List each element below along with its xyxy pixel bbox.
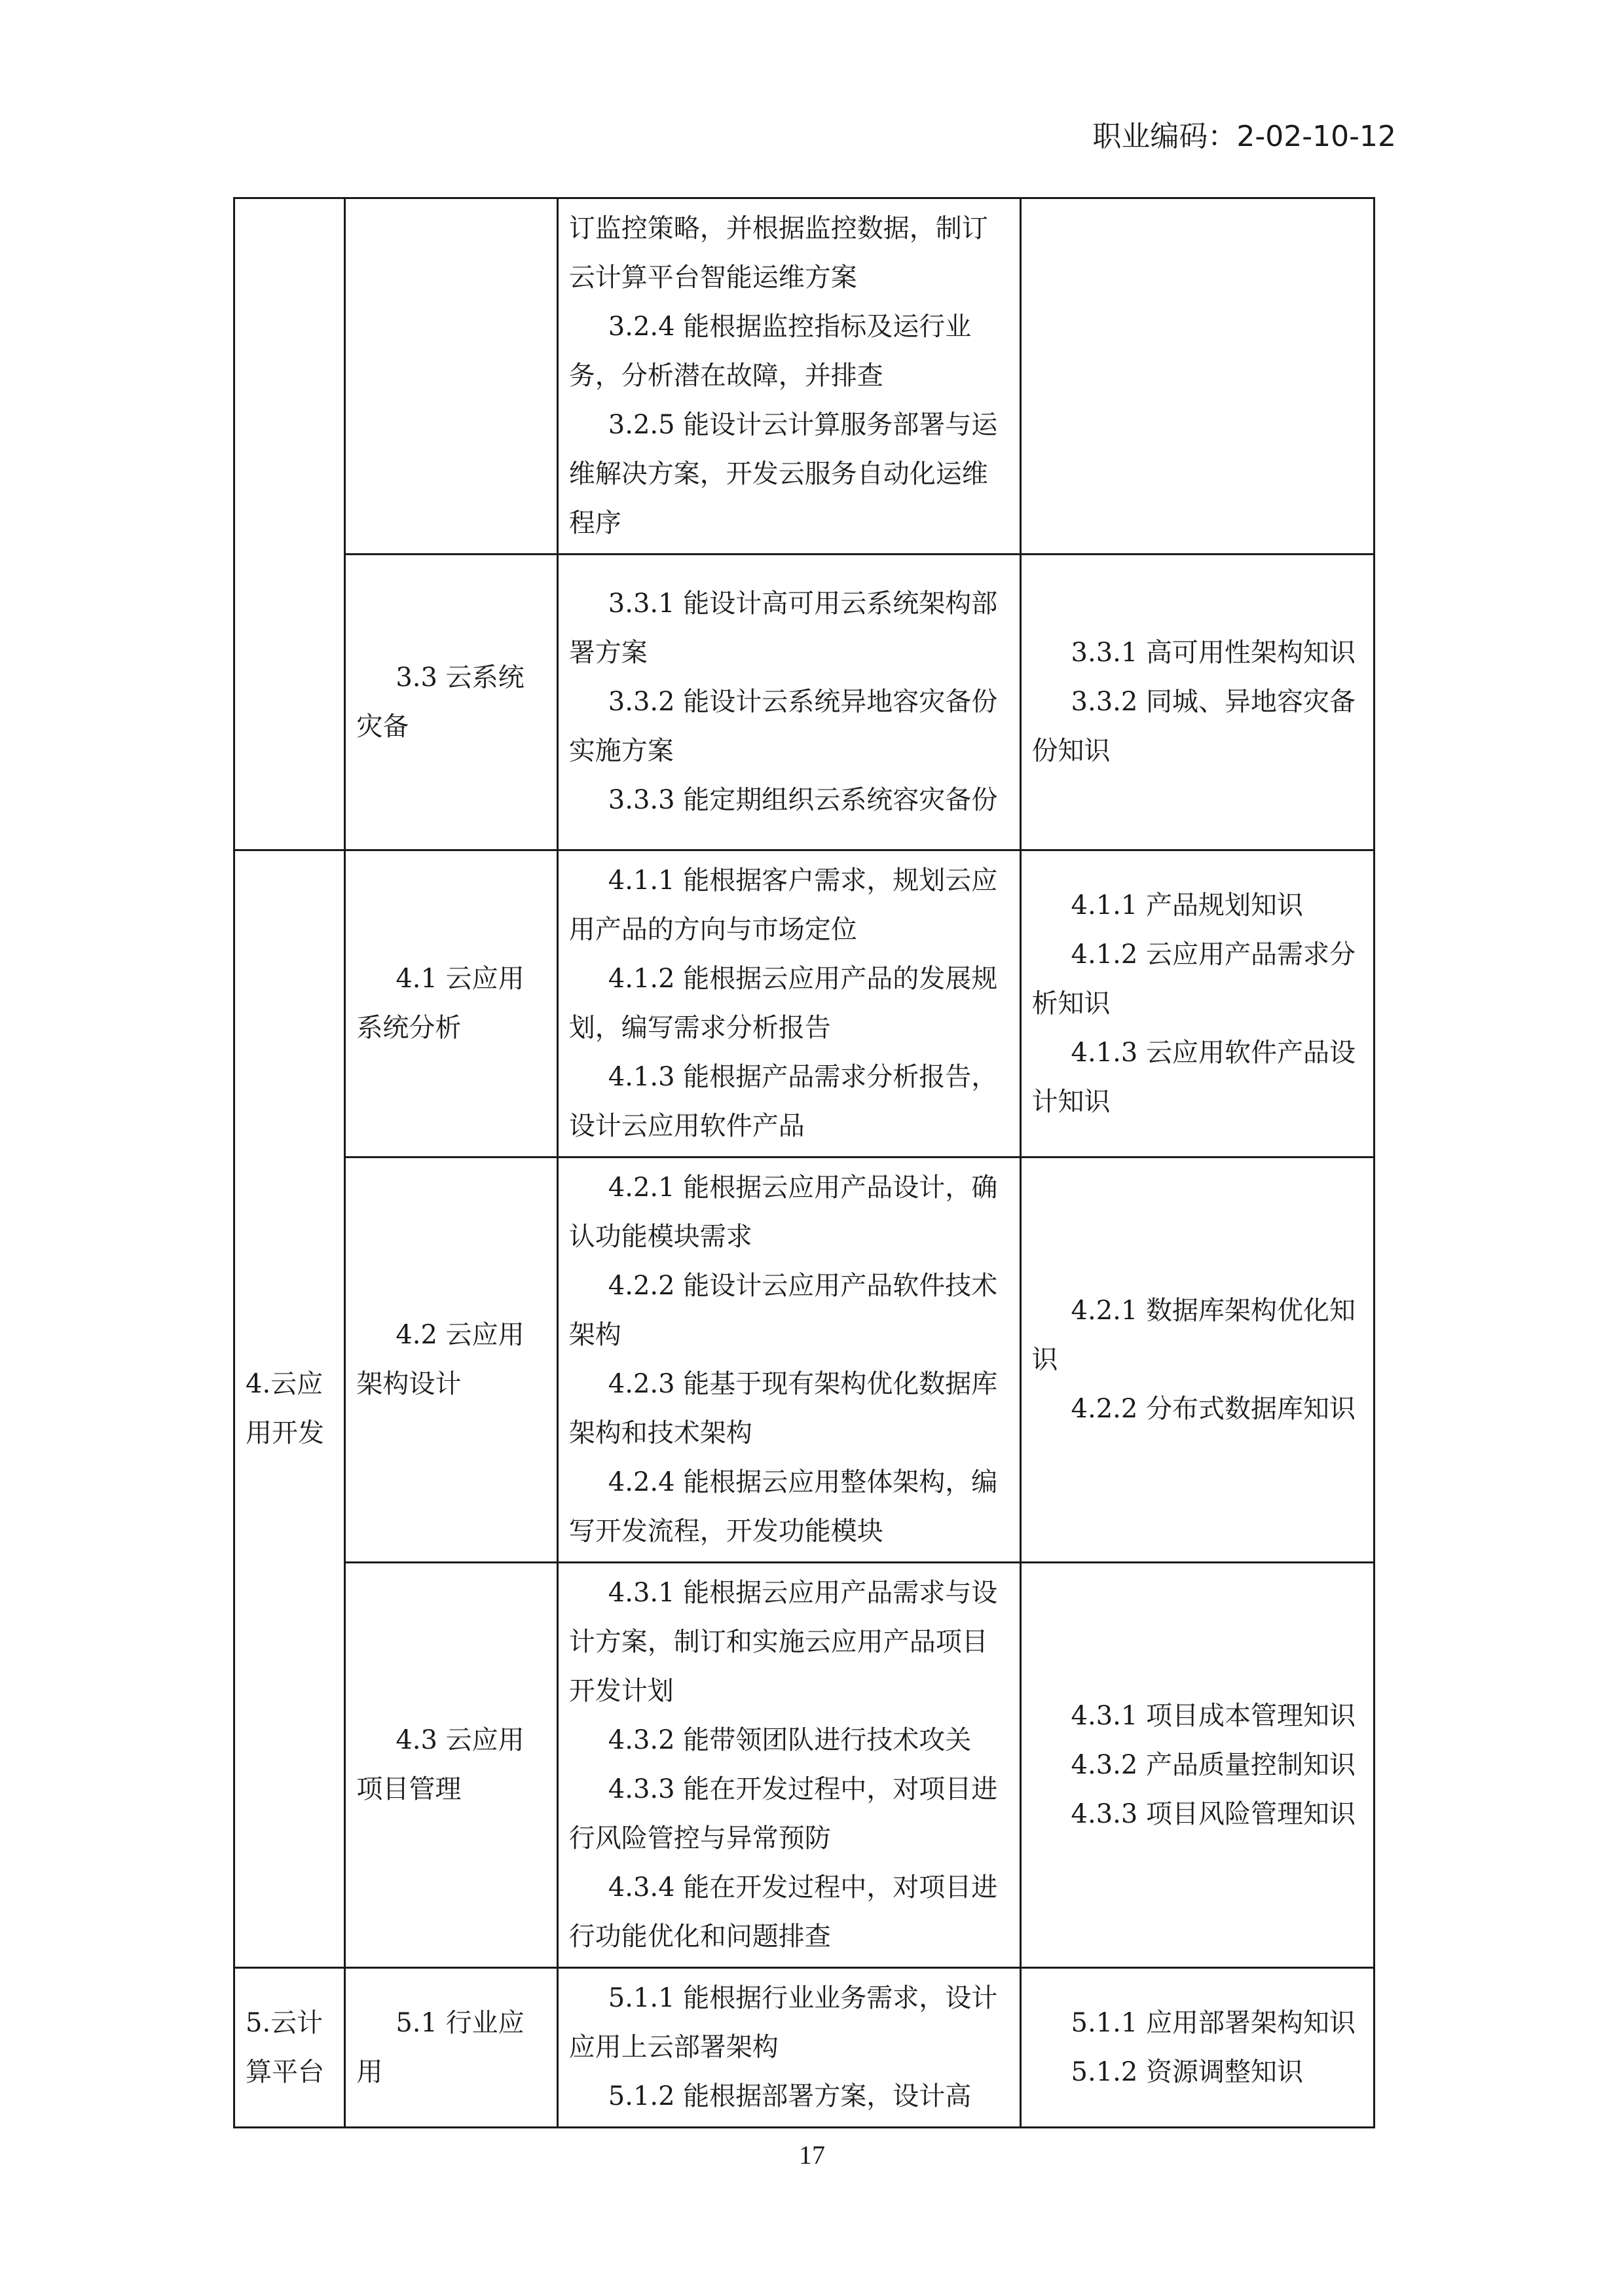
skill-item: 订监控策略，并根据监控数据，制订云计算平台智能运维方案 [568, 213, 988, 293]
skill-item: 4.3.4 能在开发过程中，对项目进行功能优化和问题排查 [568, 1872, 998, 1952]
group-label: 4.云应用开发 [246, 1369, 324, 1448]
skill-item: 4.1.2 能根据云应用产品的发展规划，编写需求分析报告 [568, 964, 998, 1043]
knowledge-item: 4.2.1 数据库架构优化知识 [1031, 1295, 1356, 1375]
subgroup-label: 4.3 云应用项目管理 [356, 1725, 525, 1804]
skill-item: 4.1.1 能根据客户需求，规划云应用产品的方向与市场定位 [568, 866, 998, 945]
knowledge-cell [1020, 1968, 1374, 2128]
subgroup-cell [345, 1563, 557, 1968]
knowledge-item: 4.1.3 云应用软件产品设计知识 [1031, 1037, 1356, 1117]
knowledge-cell [1020, 850, 1374, 1157]
group-cell [234, 1968, 345, 2128]
table-row [234, 555, 1375, 850]
skill-item: 3.2.5 能设计云计算服务部署与运维解决方案，开发云服务自动化运维程序 [568, 410, 998, 538]
group-cell [234, 850, 345, 1968]
skill-cell [557, 1157, 1020, 1563]
page-number: 17 [799, 2140, 825, 2170]
skill-item: 5.1.2 能根据部署方案，设计高 [608, 2081, 972, 2111]
skill-item: 4.1.3 能根据产品需求分析报告，设计云应用软件产品 [568, 1062, 998, 1141]
knowledge-item: 5.1.2 资源调整知识 [1071, 2056, 1304, 2087]
skill-item: 4.3.3 能在开发过程中，对项目进行风险管控与异常预防 [568, 1774, 998, 1853]
skill-cell [557, 850, 1020, 1157]
skill-cell [557, 198, 1020, 555]
skill-item: 3.2.4 能根据监控指标及运行业务，分析潜在故障，并排查 [568, 312, 972, 391]
subgroup-cell [345, 1968, 557, 2128]
knowledge-item: 4.3.2 产品质量控制知识 [1071, 1749, 1356, 1780]
skill-cell [557, 1968, 1020, 2128]
skill-item: 4.3.2 能带领团队进行技术攻关 [608, 1725, 972, 1755]
table-row [234, 850, 1375, 1157]
skill-requirements-table [233, 197, 1375, 2128]
group-cell [234, 198, 345, 850]
knowledge-item: 4.1.2 云应用产品需求分析知识 [1031, 939, 1356, 1019]
table-row [234, 1968, 1375, 2128]
skill-item: 3.3.1 能设计高可用云系统架构部署方案 [568, 589, 998, 668]
table-row [234, 198, 1375, 555]
knowledge-item: 5.1.1 应用部署架构知识 [1071, 2007, 1356, 2038]
knowledge-item: 4.3.1 项目成本管理知识 [1071, 1700, 1356, 1731]
skill-item: 4.3.1 能根据云应用产品需求与设计方案，制订和实施云应用产品项目开发计划 [568, 1578, 998, 1706]
subgroup-cell [345, 850, 557, 1157]
skill-cell [557, 555, 1020, 850]
skill-item: 5.1.1 能根据行业业务需求，设计应用上云部署架构 [568, 1983, 998, 2062]
group-label: 5.云计算平台 [246, 2007, 324, 2087]
table-row [234, 1563, 1375, 1968]
knowledge-item: 4.3.3 项目风险管理知识 [1071, 1798, 1356, 1829]
skill-item: 3.3.3 能定期组织云系统容灾备份 [608, 785, 998, 815]
subgroup-label: 4.2 云应用架构设计 [356, 1320, 525, 1399]
knowledge-cell [1020, 1157, 1374, 1563]
skill-item: 4.2.1 能根据云应用产品设计，确认功能模块需求 [568, 1173, 998, 1252]
knowledge-cell [1020, 1563, 1374, 1968]
knowledge-item: 4.1.1 产品规划知识 [1071, 890, 1304, 920]
table-row [234, 1157, 1375, 1563]
skill-item: 4.2.4 能根据云应用整体架构，编写开发流程，开发功能模块 [568, 1467, 998, 1546]
subgroup-cell [345, 555, 557, 850]
subgroup-label: 4.1 云应用系统分析 [356, 964, 525, 1043]
knowledge-item: 3.3.1 高可用性架构知识 [1071, 638, 1356, 668]
knowledge-item: 3.3.2 同城、异地容灾备份知识 [1031, 687, 1356, 766]
subgroup-cell [345, 1157, 557, 1563]
skill-cell [557, 1563, 1020, 1968]
subgroup-label: 5.1 行业应用 [356, 2007, 525, 2087]
skill-item: 4.2.2 能设计云应用产品软件技术架构 [568, 1271, 998, 1350]
subgroup-label: 3.3 云系统灾备 [356, 662, 525, 742]
knowledge-cell [1020, 555, 1374, 850]
occupation-code: 职业编码：2-02-10-12 [1092, 120, 1396, 153]
skill-item: 4.2.3 能基于现有架构优化数据库架构和技术架构 [568, 1369, 998, 1448]
skill-item: 3.3.2 能设计云系统异地容灾备份实施方案 [568, 687, 998, 766]
knowledge-item: 4.2.2 分布式数据库知识 [1071, 1393, 1356, 1424]
knowledge-cell [1020, 198, 1374, 555]
subgroup-cell [345, 198, 557, 555]
